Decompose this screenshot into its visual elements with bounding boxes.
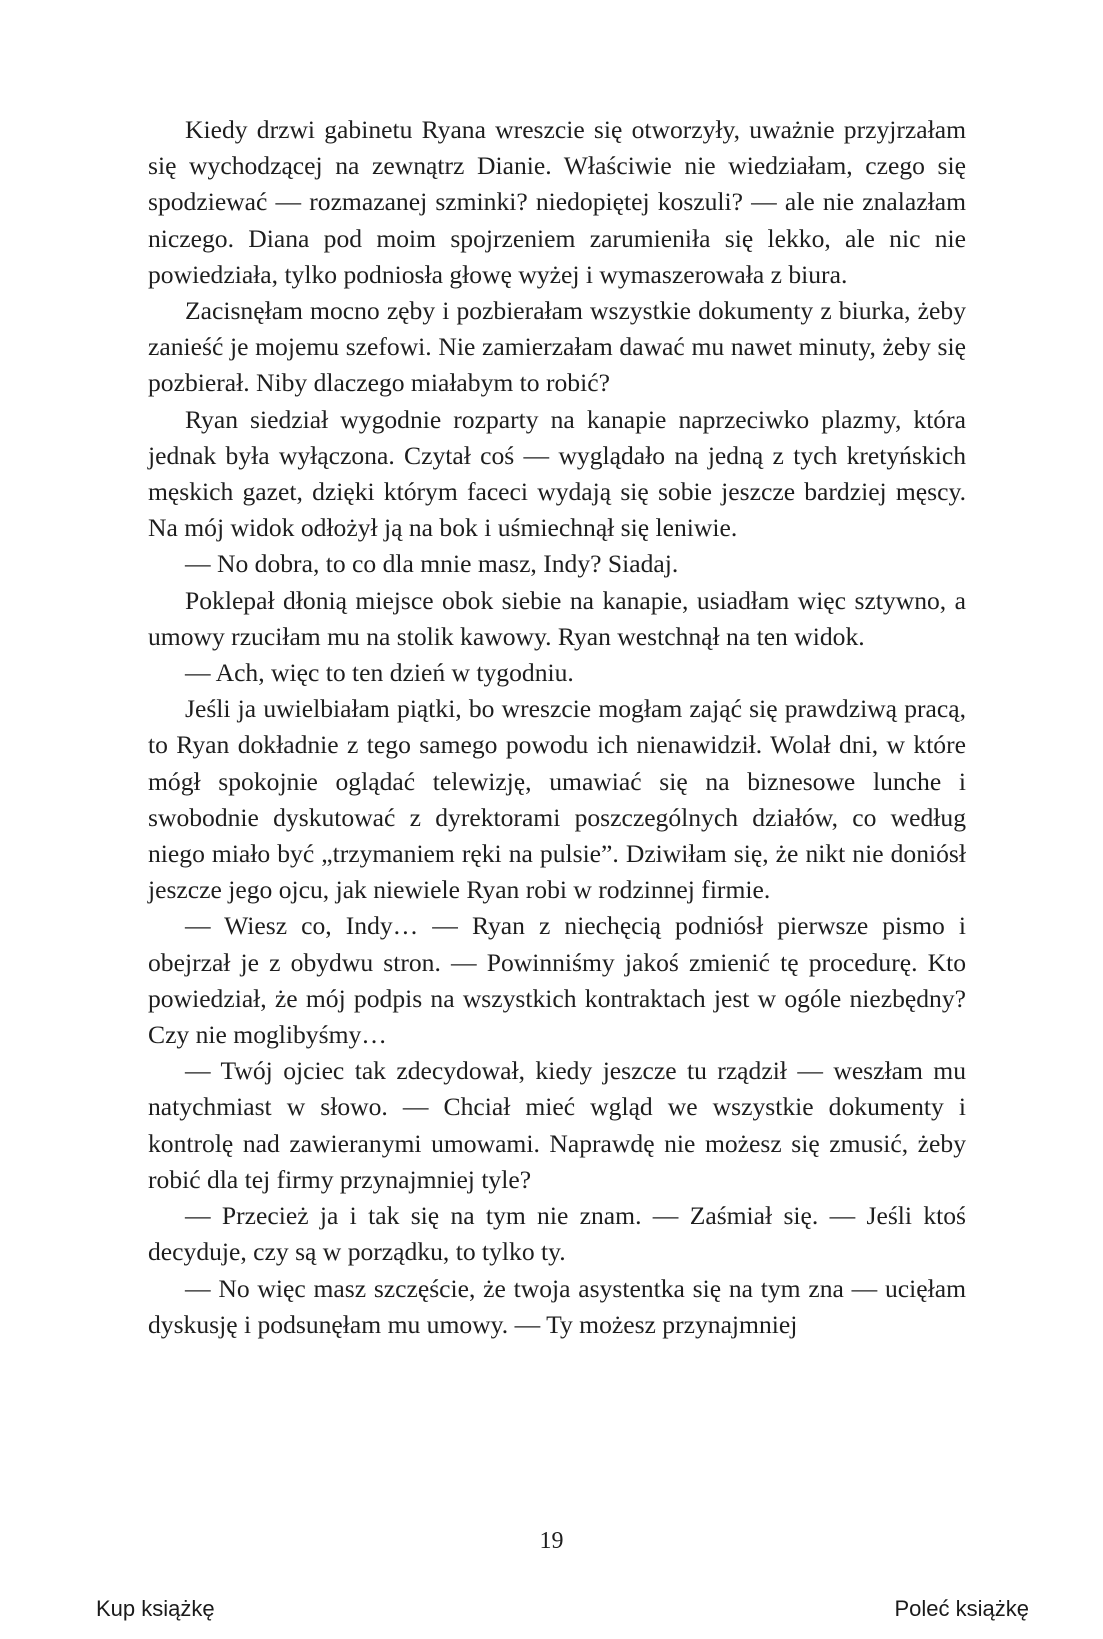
dialogue-line: — No dobra, to co dla mnie masz, Indy? Siadaj. [185,549,679,579]
dialogue-line: — No więc masz szczęście, że twoja asystentka się na tym zna — ucięłam dyskusję i podsunęłam mu umowy. — Ty możesz przynajmniej [148,1273,966,1339]
buy-book-link[interactable]: Kup książkę [96,1596,215,1621]
recommend-book-link[interactable]: Poleć książkę [894,1596,1029,1621]
paragraph: Kiedy drzwi gabinetu Ryana wreszcie się otworzyły, uważnie przyjrzałam się wychodzącej na zewnątrz Dianie. Właściwie nie wiedziałam, czego się spodziewać — rozmazanej szminki? niedopiętej koszuli? — ale nie znalazłam niczego. Diana pod moim spojrzeniem zarumieniła się lekko, ale nic nie powiedziała, tylko podniosła głowę wyżej i wymaszerowała z biura. [148,115,966,289]
body-text [148,112,966,1343]
dialogue-line: — Twój ojciec tak zdecydował, kiedy jeszcze tu rządził — weszłam mu natychmiast w słowo. — Chciał mieć wgląd we wszystkie dokumenty i kontrolę nad zawieranymi umowami. Naprawdę nie możesz się zmusić, żeby robić dla tej firmy przynajmniej tyle? [148,1056,966,1194]
paragraph: Jeśli ja uwielbiałam piątki, bo wreszcie mogłam zająć się prawdziwą pracą, to Ryan dokładnie z tego samego powodu ich nienawidził. Wolał dni, w które mógł spokojnie oglądać telewizję, umawiać się na biznesowe lunche i swobodnie dyskutować z dyrektorami poszczególnych działów, co według niego miało być „trzymaniem ręki na pulsie”. Dziwiłam się, że nikt nie doniósł jeszcze jego ojcu, jak niewiele Ryan robi w rodzinnej firmie. [148,694,966,905]
dialogue-line: — Wiesz co, Indy… — Ryan z niechęcią podniósł pierwsze pismo i obejrzał je z obydwu stron. — Powinniśmy jakoś zmienić tę procedurę. Kto powiedział, że mój podpis na wszystkich kontraktach jest w ogóle niezbędny? Czy nie moglibyśmy… [148,911,966,1050]
paragraph: Poklepał dłonią miejsce obok siebie na kanapie, usiadłam więc sztywno, a umowy rzuciłam mu na stolik kawowy. Ryan westchnął na ten widok. [148,585,966,651]
paragraph: Ryan siedział wygodnie rozparty na kanapie naprzeciwko plazmy, która jednak była wyłączona. Czytał coś — wyglądało na jedną z tych kretyńskich męskich gazet, dzięki którym faceci wydają się sobie jeszcze bardziej męscy. Na mój widok odłożył ją na bok i uśmiechnął się leniwie. [148,404,966,543]
dialogue-line: — Ach, więc to ten dzień w tygodniu. [185,658,574,688]
dialogue-line: — Przecież ja i tak się na tym nie znam. — Zaśmiał się. — Jeśli ktoś decyduje, czy są w porządku, to tylko ty. [148,1201,966,1267]
page-number: 19 [539,1528,564,1554]
paragraph: Zacisnęłam mocno zęby i pozbierałam wszystkie dokumenty z biurka, żeby zanieść je mojemu szefowi. Nie zamierzałam dawać mu nawet minuty, żeby się pozbierał. Niby dlaczego miałabym to robić? [148,296,966,398]
